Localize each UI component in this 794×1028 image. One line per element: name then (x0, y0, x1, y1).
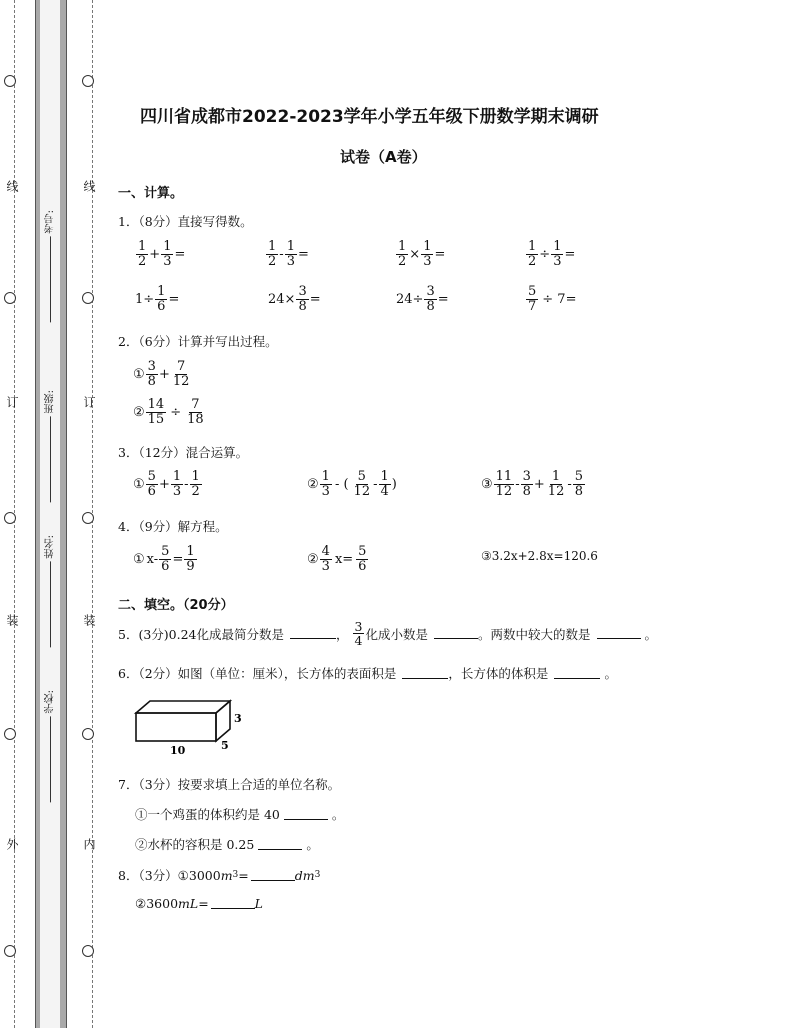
fraction: $\frac{1}{2}$ (398, 239, 407, 269)
q1-expr-div: $\frac{1}{2}$ ÷ $\frac{1}{3}$ = (528, 239, 576, 269)
fraction: $\frac{7}{18}$ (187, 397, 204, 427)
fraction: $\frac{1}{2}$ (268, 239, 277, 269)
answer-blank[interactable] (290, 628, 336, 639)
fraction: $\frac{5}{6}$ (147, 469, 156, 499)
q3-item-1: ① $\frac{5}{6}$ + $\frac{1}{3}$ - $\frac{1}{2}$ (133, 469, 200, 499)
cuboid-length-label: 10 (170, 744, 186, 757)
gutter-char-inner: 线 (82, 180, 96, 192)
fraction: $\frac{14}{15}$ (147, 397, 165, 427)
question-4-label: 4．（9分）解方程。 (118, 519, 228, 534)
answer-blank[interactable] (258, 839, 302, 850)
question-6: 6．（2分）如图（单位：厘米），长方体的表面积是 ，长方体的体积是 。 (118, 666, 617, 681)
gutter-char-outer: 装 (5, 614, 19, 626)
q1-expr-int-mul: 24× $\frac{3}{8}$ = (268, 284, 321, 314)
exam-title: 四川省成都市2022-2023学年小学五年级下册数学期末调研 (140, 107, 599, 127)
question-5: 5．(3分)0.24化成最简分数是 ， $\frac{3}{4}$ 化成小数是 。两数中较大的数是 。 (118, 619, 658, 649)
q2-item-1: ① $\frac{3}{8}$ + $\frac{7}{12}$ (133, 359, 190, 389)
exam-number-label: 考号: (45, 210, 56, 234)
q2-item-2: ② $\frac{14}{15}$ ÷ $\frac{7}{18}$ (133, 397, 204, 427)
fraction: $\frac{1}{12}$ (547, 469, 565, 499)
fraction: $\frac{3}{8}$ (147, 359, 156, 389)
question-8-label: 8．（3分） (118, 868, 178, 883)
binding-hole (82, 945, 94, 957)
fraction: $\frac{1}{2}$ (138, 239, 147, 269)
fraction: $\frac{1}{3}$ (286, 239, 295, 269)
cuboid-outline (136, 701, 230, 741)
section-2-heading: 二、填空。（20分） (118, 598, 234, 613)
binding-hole (4, 728, 16, 740)
binding-gutter-inner (40, 0, 60, 1028)
fraction: $\frac{1}{3}$ (172, 469, 182, 499)
answer-blank[interactable] (554, 668, 600, 679)
q3-item-2: ② $\frac{1}{3}$ - ( $\frac{5}{12}$ - $\frac{1}{4}$ ) (307, 469, 397, 499)
binding-hole (82, 292, 94, 304)
fraction: $\frac{1}{4}$ (380, 469, 389, 499)
fraction: $\frac{1}{6}$ (157, 284, 166, 314)
section-1-heading: 一、计算。 (118, 186, 184, 201)
fraction: $\frac{1}{3}$ (321, 469, 330, 499)
name-field[interactable] (43, 535, 58, 647)
gutter-char-inner: 订 (82, 396, 96, 408)
fraction: $\frac{5}{6}$ (358, 544, 367, 574)
fraction: $\frac{1}{2}$ (191, 469, 200, 499)
binding-hole (4, 75, 16, 87)
cuboid-height-label: 3 (234, 712, 242, 725)
q7-item-2: ②水杯的容积是 0.25 。 (135, 837, 319, 852)
q1-expr-frac-div-int: $\frac{5}{7}$ ÷ 7= (528, 284, 577, 314)
q1-expr-add: $\frac{1}{2}$ + $\frac{1}{3}$ = (138, 239, 186, 269)
fraction: $\frac{11}{12}$ (495, 469, 513, 499)
gutter-char-outer: 外 (5, 838, 19, 850)
fraction: $\frac{5}{6}$ (161, 544, 170, 574)
fraction: $\frac{1}{3}$ (423, 239, 432, 269)
cuboid-front-face (136, 713, 216, 741)
question-3-label: 3．（12分）混合运算。 (118, 445, 249, 460)
q7-item-1: ①一个鸡蛋的体积约是 40 。 (135, 807, 345, 822)
binding-hole (4, 292, 16, 304)
cuboid-figure (130, 697, 250, 757)
fraction: $\frac{7}{12}$ (172, 359, 190, 389)
binding-hole (82, 728, 94, 740)
binding-hole (4, 945, 16, 957)
answer-blank[interactable] (211, 898, 255, 909)
fraction: $\frac{4}{3}$ (321, 544, 330, 574)
q3-item-3: ③ $\frac{11}{12}$ - $\frac{3}{8}$ + $\frac{1}{12}$ - $\frac{5}{8}$ (481, 469, 584, 499)
binding-hole (82, 512, 94, 524)
answer-blank[interactable] (434, 628, 478, 639)
binding-hole (4, 512, 16, 524)
class-line (51, 416, 52, 502)
q4-item-2: ② $\frac{4}{3}$ x= $\frac{5}{6}$ (307, 544, 367, 574)
fraction: $\frac{5}{8}$ (574, 469, 584, 499)
gutter-char-outer: 订 (5, 396, 19, 408)
q1-expr-sub: $\frac{1}{2}$ - $\frac{1}{3}$ = (268, 239, 309, 269)
exam-subtitle: 试卷（A卷） (340, 148, 427, 166)
q8-item-2: ②3600 mL = L (135, 896, 263, 911)
fraction: $\frac{1}{9}$ (186, 544, 195, 574)
school-field[interactable] (43, 690, 58, 802)
fraction: $\frac{5}{7}$ (528, 284, 537, 314)
name-line (51, 561, 52, 647)
cuboid-top-face (136, 701, 230, 713)
gutter-char-outer: 线 (5, 180, 19, 192)
exam-number-line (51, 236, 52, 322)
question-2-label: 2．（6分）计算并写出过程。 (118, 334, 278, 349)
q1-expr-int-div: 1÷ $\frac{1}{6}$ = (135, 284, 180, 314)
fraction: $\frac{5}{12}$ (353, 469, 371, 499)
fraction: $\frac{3}{8}$ (522, 469, 531, 499)
fraction: $\frac{1}{3}$ (553, 239, 562, 269)
class-field[interactable] (43, 390, 58, 502)
gutter-char-inner: 装 (82, 614, 96, 626)
answer-blank[interactable] (597, 628, 641, 639)
cuboid-side-face (216, 701, 230, 741)
question-7-label: 7．（3分）按要求填上合适的单位名称。 (118, 777, 341, 792)
q4-item-1: ① x- $\frac{5}{6}$ = $\frac{1}{9}$ (133, 544, 195, 574)
question-1-label: 1．（8分）直接写得数。 (118, 214, 253, 229)
q1-expr-mul: $\frac{1}{2}$ × $\frac{1}{3}$ = (398, 239, 446, 269)
class-label: 班级: (45, 390, 56, 414)
fraction: $\frac{1}{2}$ (528, 239, 537, 269)
q4-item-3: ③ 3.2x+2.8x=120.6 (481, 549, 598, 563)
answer-blank[interactable] (251, 870, 295, 881)
cuboid-width-label: 5 (221, 739, 229, 752)
fraction: $\frac{3}{4}$ (354, 619, 363, 649)
gutter-char-inner: 内 (82, 838, 96, 850)
binding-hole (82, 75, 94, 87)
answer-blank[interactable] (402, 668, 448, 679)
school-label: 学校: (45, 690, 56, 714)
question-8: 8．（3分） ①3000 m 3 = dm 3 (118, 867, 321, 883)
fraction: $\frac{3}{8}$ (298, 284, 307, 314)
fraction: $\frac{1}{3}$ (163, 239, 172, 269)
school-line (51, 716, 52, 802)
q1-expr-int-div2: 24÷ $\frac{3}{8}$ = (396, 284, 449, 314)
name-label: 姓名: (45, 535, 56, 559)
exam-number-field[interactable] (43, 210, 58, 322)
fraction: $\frac{3}{8}$ (426, 284, 435, 314)
answer-blank[interactable] (284, 809, 328, 820)
